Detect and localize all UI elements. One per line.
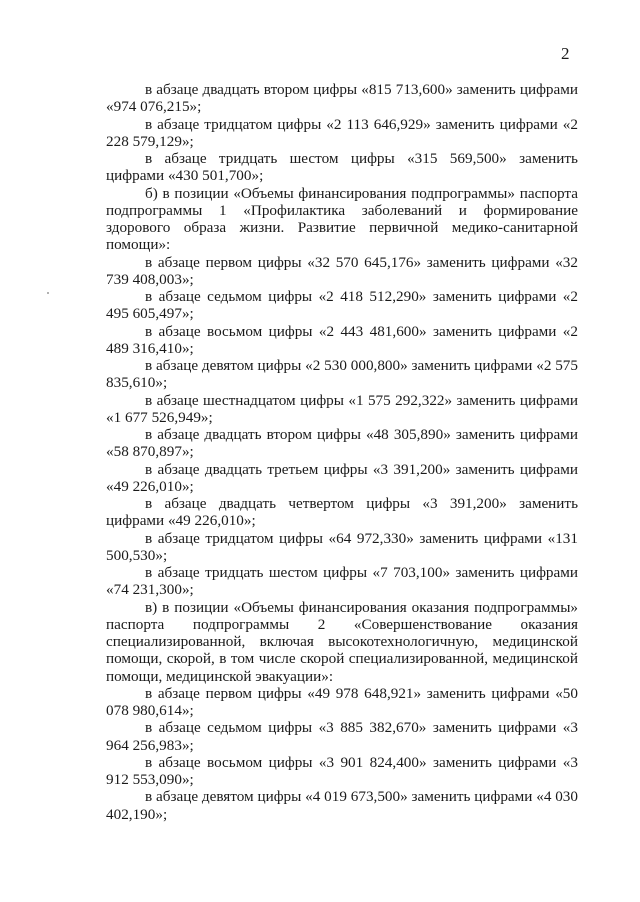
paragraph: в абзаце восьмом цифры «2 443 481,600» заменить цифрами «2 489 316,410»; [106, 322, 578, 357]
paragraph: в абзаце шестнадцатом цифры «1 575 292,322» заменить цифрами «1 677 526,949»; [106, 391, 578, 426]
paragraph: в абзаце тридцать шестом цифры «7 703,100» заменить цифрами «74 231,300»; [106, 564, 578, 599]
paragraph: б) в позиции «Объемы финансирования подпрограммы» паспорта подпрограммы 1 «Профилактика заболеваний и формирование здорового образа жизни. Развитие первичной медико-санитарной помощи»: [106, 184, 578, 254]
scan-speck [47, 292, 49, 294]
paragraph: в абзаце седьмом цифры «3 885 382,670» заменить цифрами «3 964 256,983»; [106, 719, 578, 754]
paragraph: в абзаце двадцать третьем цифры «3 391,200» заменить цифрами «49 226,010»; [106, 460, 578, 495]
paragraph: в абзаце первом цифры «49 978 648,921» заменить цифрами «50 078 980,614»; [106, 684, 578, 719]
paragraph: в абзаце двадцать втором цифры «48 305,890» заменить цифрами «58 870,897»; [106, 426, 578, 461]
paragraph: в абзаце седьмом цифры «2 418 512,290» заменить цифрами «2 495 605,497»; [106, 288, 578, 323]
paragraph: в абзаце двадцать четвертом цифры «3 391,200» заменить цифрами «49 226,010»; [106, 495, 578, 530]
paragraph: в абзаце тридцатом цифры «64 972,330» заменить цифрами «131 500,530»; [106, 529, 578, 564]
paragraph: в абзаце первом цифры «32 570 645,176» заменить цифрами «32 739 408,003»; [106, 253, 578, 288]
paragraph: в абзаце тридцатом цифры «2 113 646,929» заменить цифрами «2 228 579,129»; [106, 115, 578, 150]
document-body [106, 81, 578, 823]
page-number: 2 [561, 44, 570, 63]
paragraph: в абзаце тридцать шестом цифры «315 569,500» заменить цифрами «430 501,700»; [106, 150, 578, 185]
paragraph: в) в позиции «Объемы финансирования оказания подпрограммы» паспорта подпрограммы 2 «Совершенствование оказания специализированной, включая высокотехнологичную, медицинской помощи, скорой, в том числе скорой специализированной, медицинской помощи, медицинской эвакуации»: [106, 598, 578, 685]
paragraph: в абзаце двадцать втором цифры «815 713,600» заменить цифрами «974 076,215»; [106, 81, 578, 116]
paragraph: в абзаце девятом цифры «4 019 673,500» заменить цифрами «4 030 402,190»; [106, 788, 578, 823]
paragraph: в абзаце девятом цифры «2 530 000,800» заменить цифрами «2 575 835,610»; [106, 357, 578, 392]
paragraph: в абзаце восьмом цифры «3 901 824,400» заменить цифрами «3 912 553,090»; [106, 753, 578, 788]
